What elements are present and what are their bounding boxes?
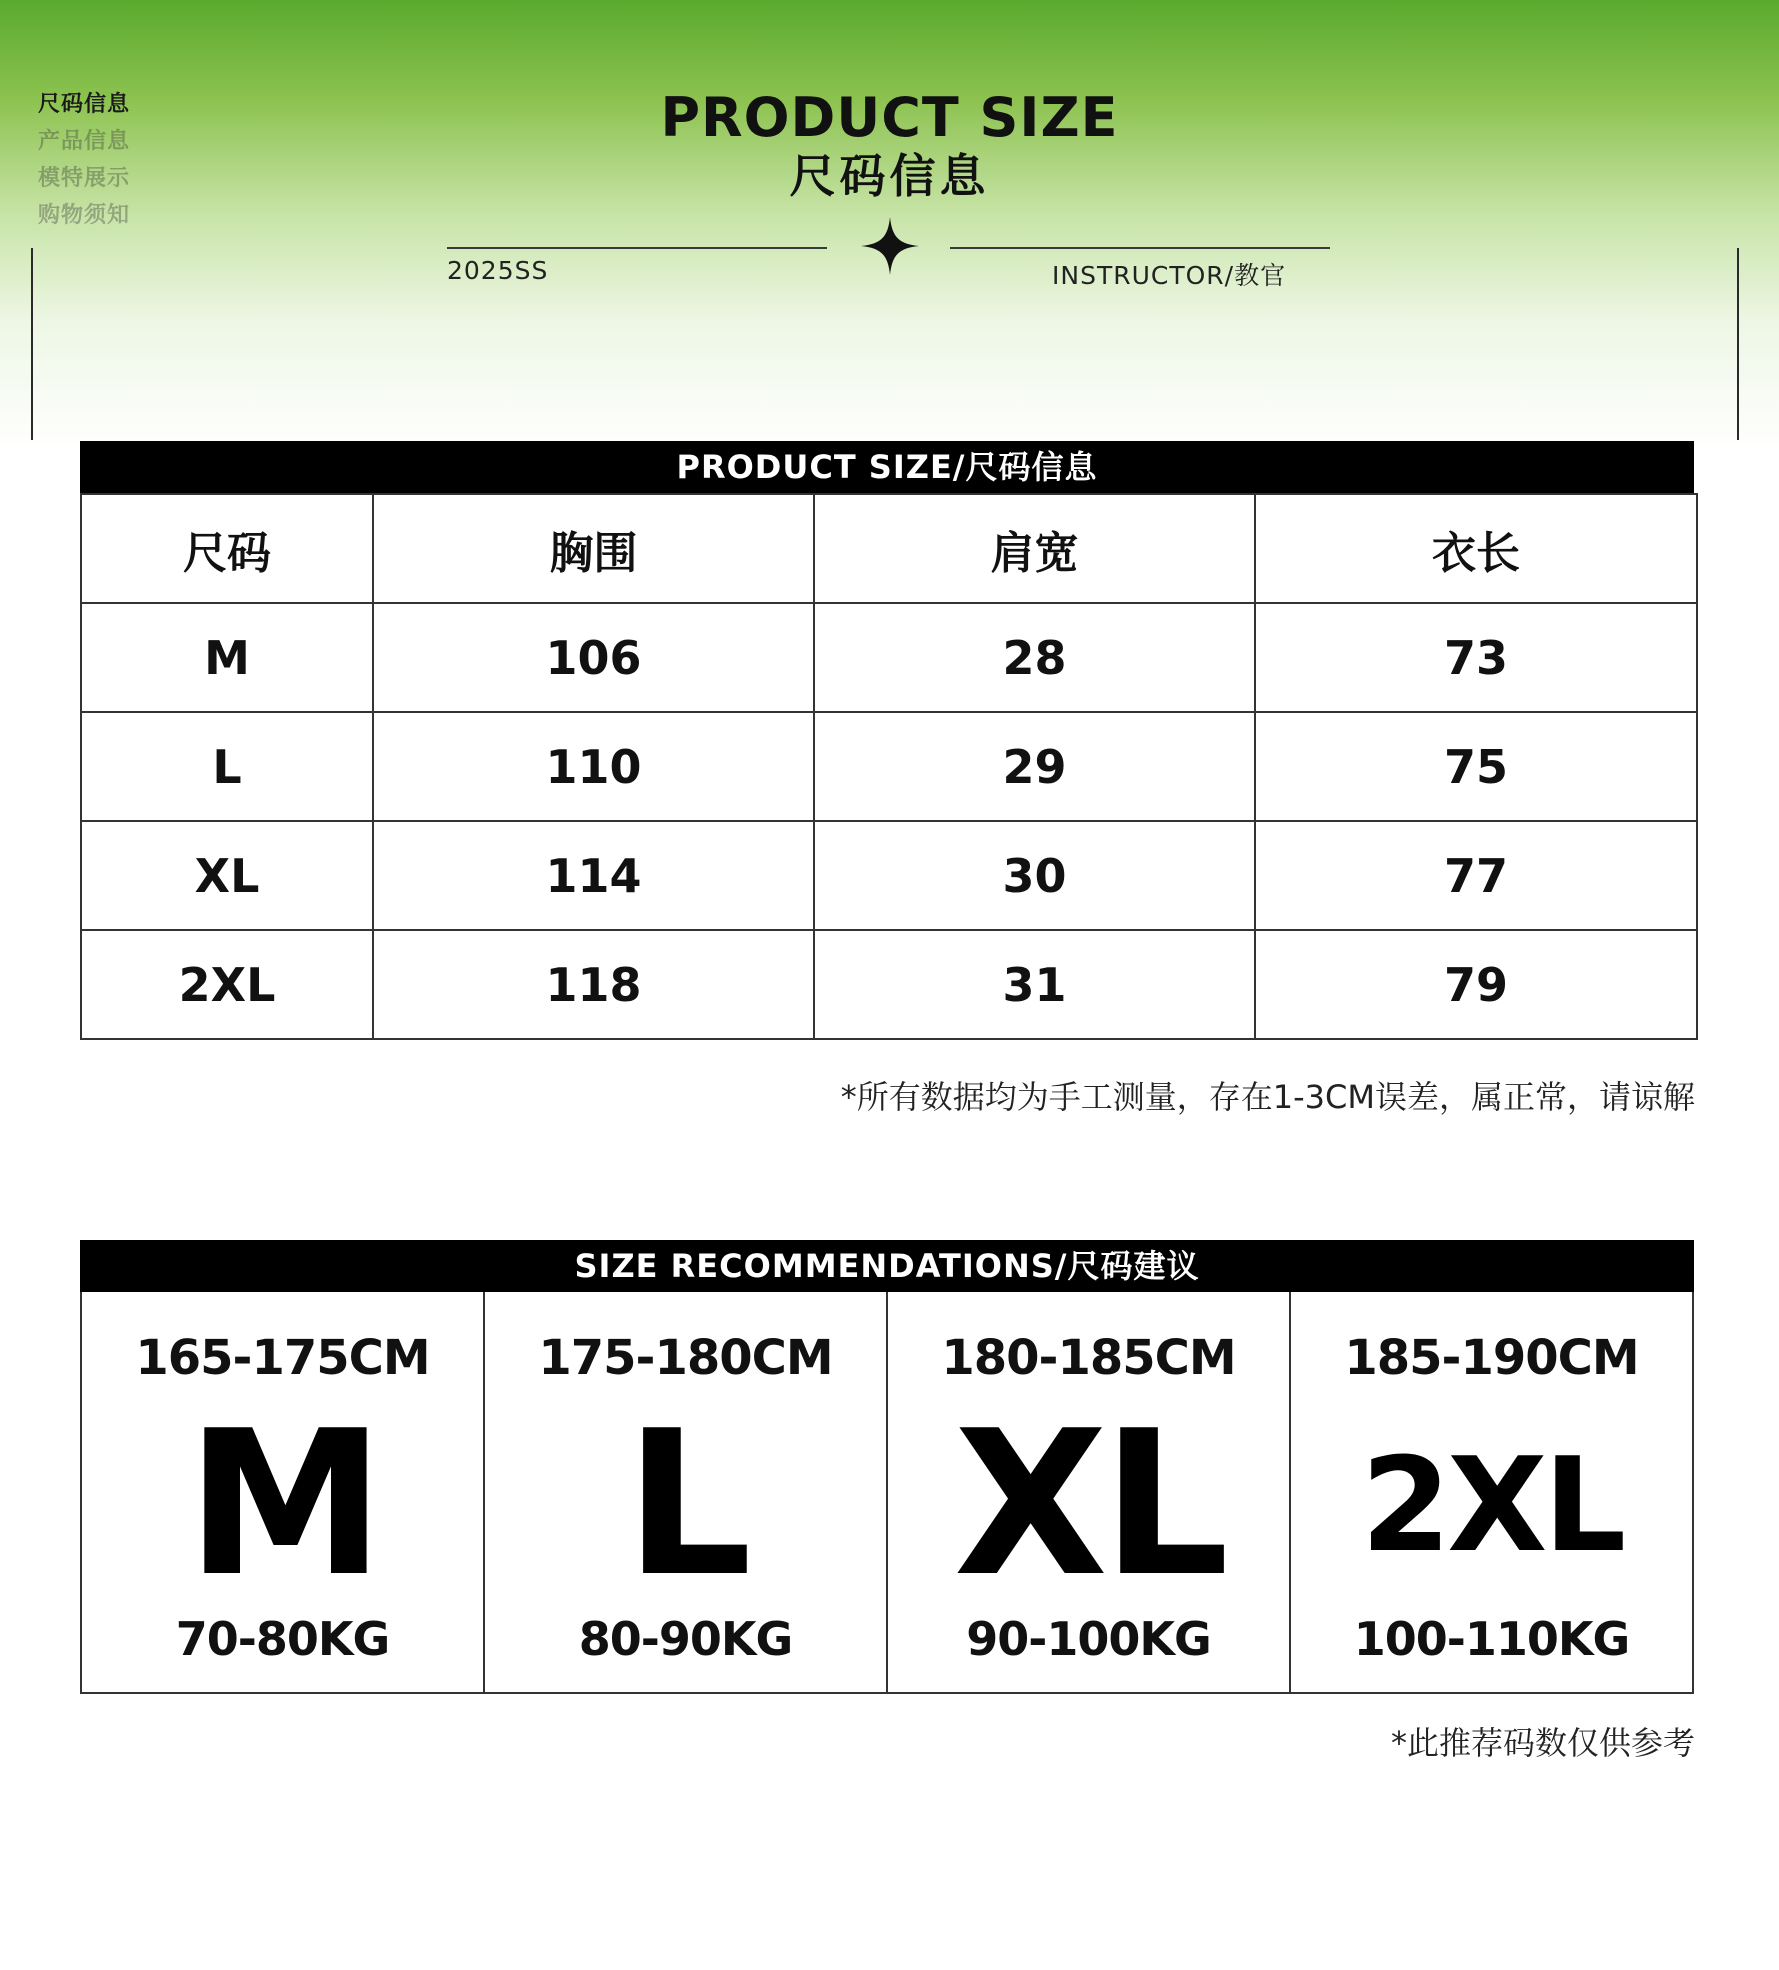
recommendation-size: 2XL [1360,1429,1623,1581]
table-cell: 28 [814,603,1255,712]
recommendation-height: 185-190CM [1344,1330,1639,1386]
recommendation-height: 165-175CM [135,1330,430,1386]
side-menu-item-model-display[interactable]: 模特展示 [38,166,131,191]
table-cell: XL [81,821,373,930]
column-header-size: 尺码 [81,494,373,603]
recommendation-card-2xl [1291,1292,1692,1692]
table-cell: 114 [373,821,814,930]
table-header-row [81,494,1697,603]
table-cell: 29 [814,712,1255,821]
product-name-label: INSTRUCTOR/教官 [1052,261,1287,290]
table-cell: 30 [814,821,1255,930]
side-menu-item-product-info[interactable]: 产品信息 [38,129,131,154]
recommendation-weight: 70-80KG [175,1612,390,1666]
header-divider-right [950,247,1330,249]
column-header-length: 衣长 [1255,494,1697,603]
table-cell: 2XL [81,930,373,1039]
table-cell: 31 [814,930,1255,1039]
recommendation-weight: 100-110KG [1353,1612,1630,1666]
size-table [80,493,1698,1040]
table-cell: L [81,712,373,821]
recommendation-card-m [82,1292,485,1692]
season-label: 2025SS [447,256,549,285]
table-cell: 110 [373,712,814,821]
recommendations-header: SIZE RECOMMENDATIONS/尺码建议 [80,1240,1694,1292]
sparkle-star-icon [861,217,919,275]
column-header-chest: 胸围 [373,494,814,603]
left-frame-line [31,248,33,440]
table-row [81,712,1697,821]
table-cell: 106 [373,603,814,712]
measurement-note: *所有数据均为手工测量，存在1-3CM误差，属正常，请谅解 [840,1078,1695,1116]
recommendation-size: L [624,1388,747,1621]
recommendation-weight: 90-100KG [966,1612,1211,1666]
side-menu-item-size-info[interactable]: 尺码信息 [38,92,131,117]
recommendations-grid [80,1292,1694,1694]
table-cell: M [81,603,373,712]
page-title-cn: 尺码信息 [789,149,990,203]
column-header-shoulder: 肩宽 [814,494,1255,603]
table-row [81,930,1697,1039]
page-title-en: PRODUCT SIZE [660,86,1119,149]
table-cell: 79 [1255,930,1697,1039]
header-divider-left [447,247,827,249]
size-table-header: PRODUCT SIZE/尺码信息 [80,441,1694,493]
recommendation-note: *此推荐码数仅供参考 [1390,1724,1695,1762]
table-cell: 118 [373,930,814,1039]
table-cell: 73 [1255,603,1697,712]
recommendation-card-xl [888,1292,1291,1692]
recommendation-card-l [485,1292,888,1692]
side-menu-item-shopping-notes[interactable]: 购物须知 [38,203,131,228]
recommendation-height: 180-185CM [941,1330,1236,1386]
table-row [81,821,1697,930]
table-cell: 77 [1255,821,1697,930]
right-frame-line [1737,248,1739,440]
table-cell: 75 [1255,712,1697,821]
recommendation-height: 175-180CM [538,1330,833,1386]
table-row [81,603,1697,712]
recommendation-size: XL [953,1388,1224,1621]
recommendation-weight: 80-90KG [578,1612,793,1666]
recommendation-size: M [185,1388,380,1621]
